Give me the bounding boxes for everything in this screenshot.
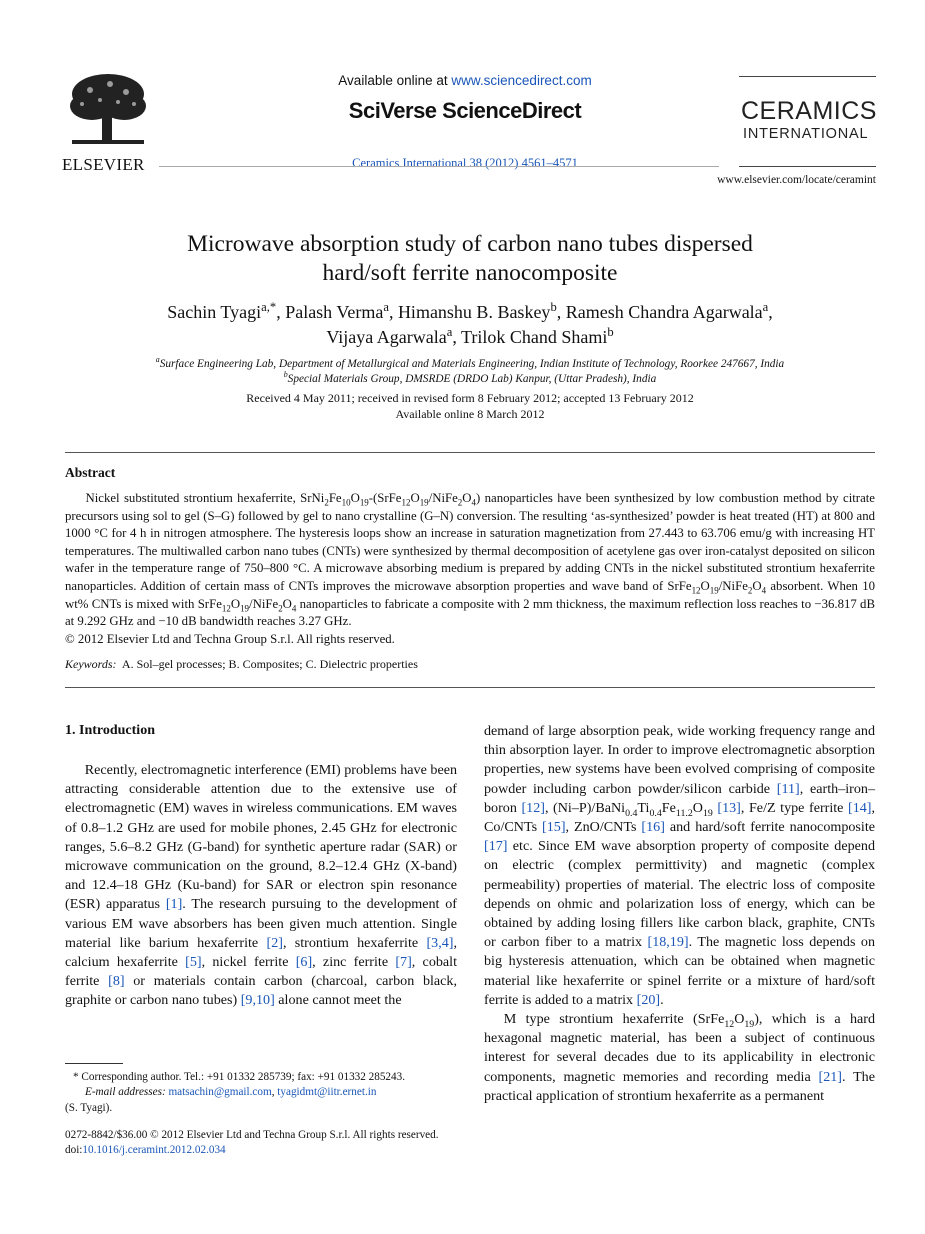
affiliation-a: $^a$Surface Engineering Lab, Department of Metallurgical and Materials Engineering, Indian Institute of Technology, Roorkee 247667, India (155, 355, 785, 370)
abstract-bottom-rule (65, 687, 875, 688)
author-affil-mark: b (550, 300, 557, 314)
author-affil-mark: a (383, 300, 389, 314)
article-title-line1: Microwave absorption study of carbon nano tubes dispersed (187, 231, 753, 257)
keywords-label: Keywords: (65, 657, 117, 671)
intro-heading: 1. Introduction (65, 723, 155, 738)
author: Vijaya Agarwala (326, 327, 447, 347)
author-affil-mark: a (446, 325, 453, 339)
available-online (300, 73, 630, 88)
author: Ramesh Chandra Agarwala (565, 302, 763, 322)
author-line1: Sachin Tyagi$^{a,*}$, Palash Verma$^a$, Himanshu B. Baskey$^b$, Ramesh Chandra Agarwala$^a$, (167, 300, 773, 322)
author-affil-mark: b (607, 325, 614, 339)
journal-rule-top (739, 76, 876, 77)
footnote-rule (65, 1063, 123, 1064)
affiliation-b: $^b$Special Materials Group, DMSRDE (DRDO Lab) Kanpur, (Uttar Pradesh), India (283, 370, 657, 385)
publisher-name: ELSEVIER (62, 155, 145, 174)
author: Trilok Chand Shami (461, 327, 608, 347)
footnote (65, 1070, 465, 1116)
author: Himanshu B. Baskey (397, 302, 551, 322)
header-rule-right (739, 166, 876, 167)
elsevier-logo (62, 72, 154, 172)
author-list (65, 300, 875, 350)
dates (65, 391, 875, 422)
intro-left-column: Recently, electromagnetic interference (EMI) problems have been attracting considerable attention due to the extensive use of electromagnetic (EM) waves in wireless communications. EM waves of 0.8–1.2 GHz are used for mobile phones, 2.45 GHz for electronic ranges, 5.6–8.2 GHz (G-band) for synthetic aperture radar (SAR) or microwave communication on the ground, 8.2–12.4 GHz (X-band) and 12.4–18 GHz (Ku-band) for SAR or electron spin resonance (ESR) apparatus [1]. The research pursuing to the development of various EM wave absorbers has been given much attention. Single material like barium hexaferrite [2], strontium hexaferrite [3,4], calcium hexaferrite [5], nickel ferrite [6], zinc ferrite [7], cobalt ferrite [8] or materials contain carbon (charcoal, carbon black, graphite or carbon nano tubes) [9,10] alone cannot meet the (65, 762, 457, 1009)
footer (65, 1128, 565, 1159)
author: Sachin Tyagi (167, 302, 262, 322)
elsevier-tree-icon (62, 72, 154, 150)
platform-name: SciVerse ScienceDirect (348, 98, 582, 123)
article-title (65, 230, 875, 288)
affiliations (65, 357, 875, 387)
author: Palash Verma (285, 302, 384, 322)
author-affil-mark: a (762, 300, 769, 314)
email-note: E-mail addresses: matsachin@gmail.com, tyagidmt@iitr.ernet.in (85, 1086, 377, 1099)
email-link-1[interactable]: matsachin@gmail.com (168, 1086, 272, 1099)
sciencedirect-link[interactable]: www.sciencedirect.com (451, 73, 592, 88)
article-title-line2: hard/soft ferrite nanocomposite (322, 260, 618, 286)
author-affil-mark: a,* (261, 300, 277, 314)
abstract-top-rule (65, 452, 875, 453)
footnote-name: (S. Tyagi). (65, 1101, 113, 1114)
abstract-heading: Abstract (65, 465, 116, 480)
issn-copyright: 0272-8842/$36.00 © 2012 Elsevier Ltd and Techna Group S.r.l. All rights reserved. (65, 1129, 439, 1141)
abstract-body: Nickel substituted strontium hexaferrite, $SrNi_2Fe_{10}O_{19}-(SrFe_{12}O_{19}/NiFe_2O_4)$ nanoparticles have been synthesized by low combustion method by citrate precursors using sol to gel (S–G) followed by gel to nano crystalline (G–N) conversion. The resulting ‘as-synthesized’ powder is heat treated (HT) at 800 and 1000 °C for 4 h in nitrogen atmosphere. The hysteresis loops show an increase in saturation magnetization from 27.443 to 63.706 emu/g with increasing HT temperatures. The multiwalled carbon nano tubes (CNTs) were synthesized by thermal decomposition of acetylene gas over iron-catalyst deposited on silicon wafer in the temperature range of 750–800 °C. A microwave absorbing medium is prepared by adding CNTs in the nickel substituted strontium hexaferrite nanoparticles. Addition of certain mass of CNTs improves the microwave absorption properties and wave band of $SrFe_{12}O_{19}/NiFe_2O_4$ absorbent. When 10 wt% CNTs is mixed with $SrFe_{12}O_{19}/NiFe_2O_4$ nanoparticles to fabricate a composite with 2 mm thickness, the maximum reflection loss reaches to −36.817 dB at 9.292 GHz and −10 dB bandwidth reaches 3.27 GHz. © 2012 Elsevier Ltd and Techna Group S.r.l. All rights reserved. (65, 491, 875, 646)
doi-link[interactable]: 10.1016/j.ceramint.2012.02.034 (82, 1144, 226, 1157)
keywords (65, 657, 875, 672)
journal-citation[interactable]: Ceramics International 38 (2012) 4561–4571 (352, 156, 578, 170)
available-online-date: Available online 8 March 2012 (395, 406, 545, 421)
journal-name-line2: INTERNATIONAL (743, 126, 869, 142)
received-dates: Received 4 May 2011; received in revised form 8 February 2012; accepted 13 February 2012 (246, 391, 694, 405)
journal-name-line1: CERAMICS (741, 97, 877, 125)
available-online-prefix: Available online at (338, 73, 448, 88)
corresponding-author-note: * Corresponding author. Tel.: +91 01332 285739; fax: +91 01332 285243. (73, 1071, 406, 1083)
email-link-2[interactable]: tyagidmt@iitr.ernet.in (277, 1086, 377, 1099)
keywords-list: A. Sol–gel processes; B. Composites; C. Dielectric properties (121, 657, 418, 671)
author-line2: Vijaya Agarwala$^a$, Trilok Chand Shami$^b$ (326, 325, 614, 347)
header-rule (159, 166, 719, 167)
doi-line: doi:10.1016/j.ceramint.2012.02.034 (65, 1144, 226, 1157)
intro-right-column: demand of large absorption peak, wide working frequency range and thin absorption layer. In order to improve electromagnetic absorption properties, new systems have been evolved comprising of composite powder including carbon powder/silicon carbide [11], earth–iron–boron [12], $(Ni-P)/BaNi_{0.4}Ti_{0.4}Fe_{11.2}O_{19}$ [13], Fe/Z type ferrite [14], Co/CNTs [15], ZnO/CNTs [16] and hard/soft ferrite nanocomposite [17] etc. Since EM wave absorption property of composite depend on electric (complex permittivity) and magnetic (complex permeability) properties of material. The electric loss of composite depends on ohmic and polarization loss of energy, which can be obtained by adding losing fillers like carbon black, graphite, CNTs or carbon fiber to a matrix [18,19]. The magnetic loss depends on big hysteresis attenuation, which can be obtained when magnetic material like hexaferrite or spinel ferrite or a mixture of hard/soft ferrite is added to a matrix [20]. M type strontium hexaferrite $(SrFe_{12}O_{19})$, which is a hard hexagonal magnetic material, has been a subject of continuous interest for several decades due to its applicability in electronic components, magnetic memories and recording media [21]. The practical application of strontium hexaferrite as a permanent (484, 723, 876, 1104)
journal-homepage-url[interactable]: www.elsevier.com/locate/ceramint (717, 174, 876, 186)
